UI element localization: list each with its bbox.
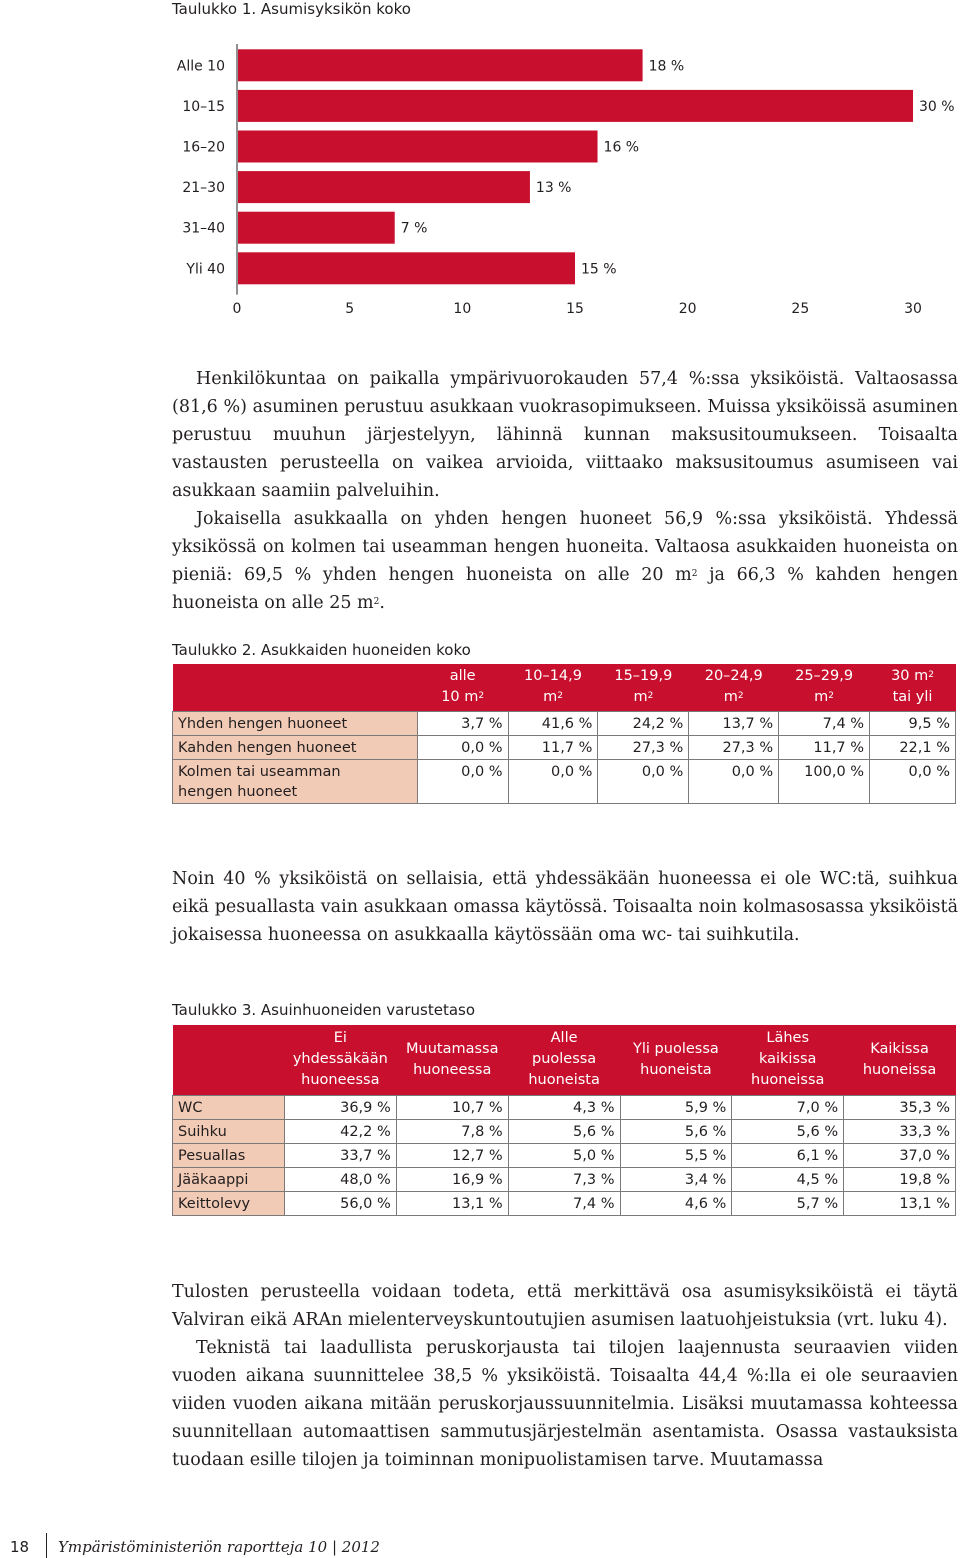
room-size-table	[172, 664, 956, 804]
table-cell: 11,7 %	[779, 735, 870, 759]
table-header: 20–24,9 $m^2$	[689, 664, 779, 711]
table-cell: 7,0 %	[732, 1095, 844, 1119]
table-cell: 100,0 %	[779, 759, 870, 803]
table-row	[173, 1095, 956, 1119]
page-number: 18	[10, 1538, 30, 1556]
table-cell: 13,1 %	[844, 1191, 956, 1215]
row-label: Kolmen tai useamman hengen huoneet	[173, 759, 418, 803]
table-header: 25–29,9 $m^2$	[779, 664, 870, 711]
tick-label: 15	[566, 301, 584, 317]
row-label: Suihku	[173, 1119, 285, 1143]
table-header: Lähes kaikissa huoneissa	[732, 1025, 844, 1095]
table-cell: 13,7 %	[689, 711, 779, 735]
table-row	[173, 1143, 956, 1167]
table-row	[173, 1191, 956, 1215]
table-row	[173, 1119, 956, 1143]
table-cell: 6,1 %	[732, 1143, 844, 1167]
table-cell: 16,9 %	[396, 1167, 508, 1191]
table-cell: 35,3 %	[844, 1095, 956, 1119]
table-cell: 4,3 %	[508, 1095, 620, 1119]
text-block-2	[172, 865, 958, 949]
table-header: Kaikissa huoneissa	[844, 1025, 956, 1095]
data-label: 13 %	[535, 180, 572, 197]
category-label: Alle 10	[176, 58, 225, 75]
table-cell: 13,1 %	[396, 1191, 508, 1215]
table-cell: 4,6 %	[620, 1191, 732, 1215]
paragraph: Noin 40 % yksiköistä on sellaisia, että yhdessäkään huoneessa ei ole WC:tä, suihkua eikä pesuallasta vain asukkaan omassa käytössä. Toisaalta noin kolmasosassa yksiköistä jokaisessa huoneessa on asukkaalla käytössään oma wc- tai suihkutila.	[172, 869, 958, 945]
equipment-level-table	[172, 1025, 956, 1216]
table1-caption: Taulukko 1. Asumisyksikön koko	[172, 0, 411, 18]
row-label: Keittolevy	[173, 1191, 285, 1215]
category-label: Yli 40	[186, 261, 225, 278]
table-cell: 27,3 %	[689, 735, 779, 759]
text-block-3	[172, 1278, 958, 1474]
tick-label: 20	[678, 301, 697, 317]
row-label: WC	[173, 1095, 285, 1119]
table-cell: 48,0 %	[284, 1167, 396, 1191]
bar	[238, 252, 575, 284]
data-label: 15 %	[581, 261, 617, 278]
table-header: 10–14,9 $m^2$	[508, 664, 598, 711]
table-cell: 42,2 %	[284, 1119, 396, 1143]
table-cell: 5,5 %	[620, 1143, 732, 1167]
table-cell: 0,0 %	[508, 759, 598, 803]
tick-label: 0	[232, 301, 242, 317]
table-header-empty	[173, 664, 418, 711]
table-cell: 10,7 %	[396, 1095, 508, 1119]
table-cell: 56,0 %	[284, 1191, 396, 1215]
row-label: Pesuallas	[173, 1143, 285, 1167]
table-cell: 0,0 %	[689, 759, 779, 803]
table-cell: 7,4 %	[508, 1191, 620, 1215]
row-label: Kahden hengen huoneet	[173, 735, 418, 759]
table-cell: 0,0 %	[598, 759, 689, 803]
table-header: Alle puolessa huoneista	[508, 1025, 620, 1095]
table-cell: 33,7 %	[284, 1143, 396, 1167]
bar	[238, 90, 913, 122]
table-cell: 33,3 %	[844, 1119, 956, 1143]
table-cell: 5,6 %	[508, 1119, 620, 1143]
table-row	[173, 1167, 956, 1191]
table-cell: 0,0 %	[417, 759, 508, 803]
table-cell: 7,8 %	[396, 1119, 508, 1143]
table-cell: 27,3 %	[598, 735, 689, 759]
table-cell: 5,9 %	[620, 1095, 732, 1119]
paragraph: Teknistä tai laadullista peruskorjausta tai tilojen laajennusta seuraavien viiden vuoden aikana suunnittelee 38,5 % yksiköistä. Toisaalta 44,4 %:lla ei ole seuraavien viiden vuoden aikana mitään peruskorjaussuunnitelmia. Lisäksi muutamassa kohteessa suunnitellaan automaattisen sammutusjärjestelmän asentamista. Osassa vastauksista tuodaan esille tilojen ja toiminnan monipuolistamisen tarve. Muutamassa	[172, 1338, 958, 1470]
data-label: 7 %	[400, 220, 428, 237]
table-cell: 37,0 %	[844, 1143, 956, 1167]
paragraph: Jokaisella asukkaalla on yhden hengen huoneet 56,9 %:ssa yksiköistä. Yhdessä yksikössä on kolmen tai useamman hengen huoneita. Valtaosa asukkaiden huoneista on pieniä: 69,5 % yhden hengen huoneista on alle 20 $m^2$ ja 66,3 % kahden hengen huoneista on alle 25 $m^2$.	[172, 509, 958, 613]
data-label: 16 %	[603, 139, 640, 156]
table-header: Yli puolessa huoneista	[620, 1025, 732, 1095]
bar	[238, 131, 598, 163]
table-row	[173, 711, 956, 735]
table-header: 15–19,9 $m^2$	[598, 664, 689, 711]
table-cell: 41,6 %	[508, 711, 598, 735]
category-label: 21–30	[182, 180, 225, 197]
tick-label: 25	[791, 301, 810, 317]
table-cell: 5,6 %	[732, 1119, 844, 1143]
paragraph: Henkilökuntaa on paikalla ympärivuorokauden 57,4 %:ssa yksiköistä. Valtaosassa (81,6 %) asuminen perustuu asukkaan vuokrasopimukseen. Muissa yksiköissä asuminen perustuu muuhun järjestelyyn, lähinnä kunnan maksusitoumukseen. Toisaalta vastausten perusteella on vaikea arvioida, viittaako maksusitoumus asumiseen vai asukkaan saamiin palveluihin.	[172, 369, 958, 501]
table-cell: 22,1 %	[870, 735, 956, 759]
table-cell: 0,0 %	[417, 735, 508, 759]
table-cell: 7,4 %	[779, 711, 870, 735]
table-header-empty	[173, 1025, 285, 1095]
tick-label: 10	[453, 301, 472, 317]
table-header: Muutamassa huoneessa	[396, 1025, 508, 1095]
bar	[238, 171, 530, 203]
page-footer	[0, 1528, 960, 1558]
table-cell: 12,7 %	[396, 1143, 508, 1167]
row-label: Yhden hengen huoneet	[173, 711, 418, 735]
text-block-1	[172, 365, 958, 617]
bar	[238, 49, 643, 81]
table-row	[173, 735, 956, 759]
table-cell: 0,0 %	[870, 759, 956, 803]
table-cell: 19,8 %	[844, 1167, 956, 1191]
unit-size-bar-chart	[160, 30, 960, 330]
row-label: Jääkaappi	[173, 1167, 285, 1191]
table-cell: 5,6 %	[620, 1119, 732, 1143]
publication-title: Ympäristöministeriön raportteja 10 | 2012	[58, 1538, 380, 1556]
table-row	[173, 759, 956, 803]
table-header: Ei yhdessäkään huoneessa	[284, 1025, 396, 1095]
table-cell: 7,3 %	[508, 1167, 620, 1191]
bar	[238, 212, 395, 244]
tick-label: 5	[345, 301, 355, 317]
data-label: 30 %	[919, 98, 955, 115]
category-label: 10–15	[182, 98, 225, 115]
table2-caption: Taulukko 2. Asukkaiden huoneiden koko	[172, 641, 471, 659]
data-label: 18 %	[648, 58, 685, 75]
table-cell: 4,5 %	[732, 1167, 844, 1191]
category-label: 16–20	[182, 139, 225, 156]
table-cell: 24,2 %	[598, 711, 689, 735]
category-label: 31–40	[182, 220, 225, 237]
table-cell: 36,9 %	[284, 1095, 396, 1119]
table-cell: 11,7 %	[508, 735, 598, 759]
table-cell: 3,7 %	[417, 711, 508, 735]
table-cell: 9,5 %	[870, 711, 956, 735]
paragraph: Tulosten perusteella voidaan todeta, että merkittävä osa asumisyksiköistä ei täytä Valviran eikä ARAn mielenterveyskuntoutujien asumisen laatuohjeistuksia (vrt. luku 4).	[172, 1282, 958, 1330]
table-header: 30 $m^2$ tai yli	[870, 664, 956, 711]
tick-label: 30	[904, 301, 922, 317]
table-cell: 5,7 %	[732, 1191, 844, 1215]
table-cell: 3,4 %	[620, 1167, 732, 1191]
table-header: alle 10 $m^2$	[417, 664, 508, 711]
footer-divider	[46, 1533, 47, 1558]
table-cell: 5,0 %	[508, 1143, 620, 1167]
table3-caption: Taulukko 3. Asuinhuoneiden varustetaso	[172, 1001, 476, 1019]
